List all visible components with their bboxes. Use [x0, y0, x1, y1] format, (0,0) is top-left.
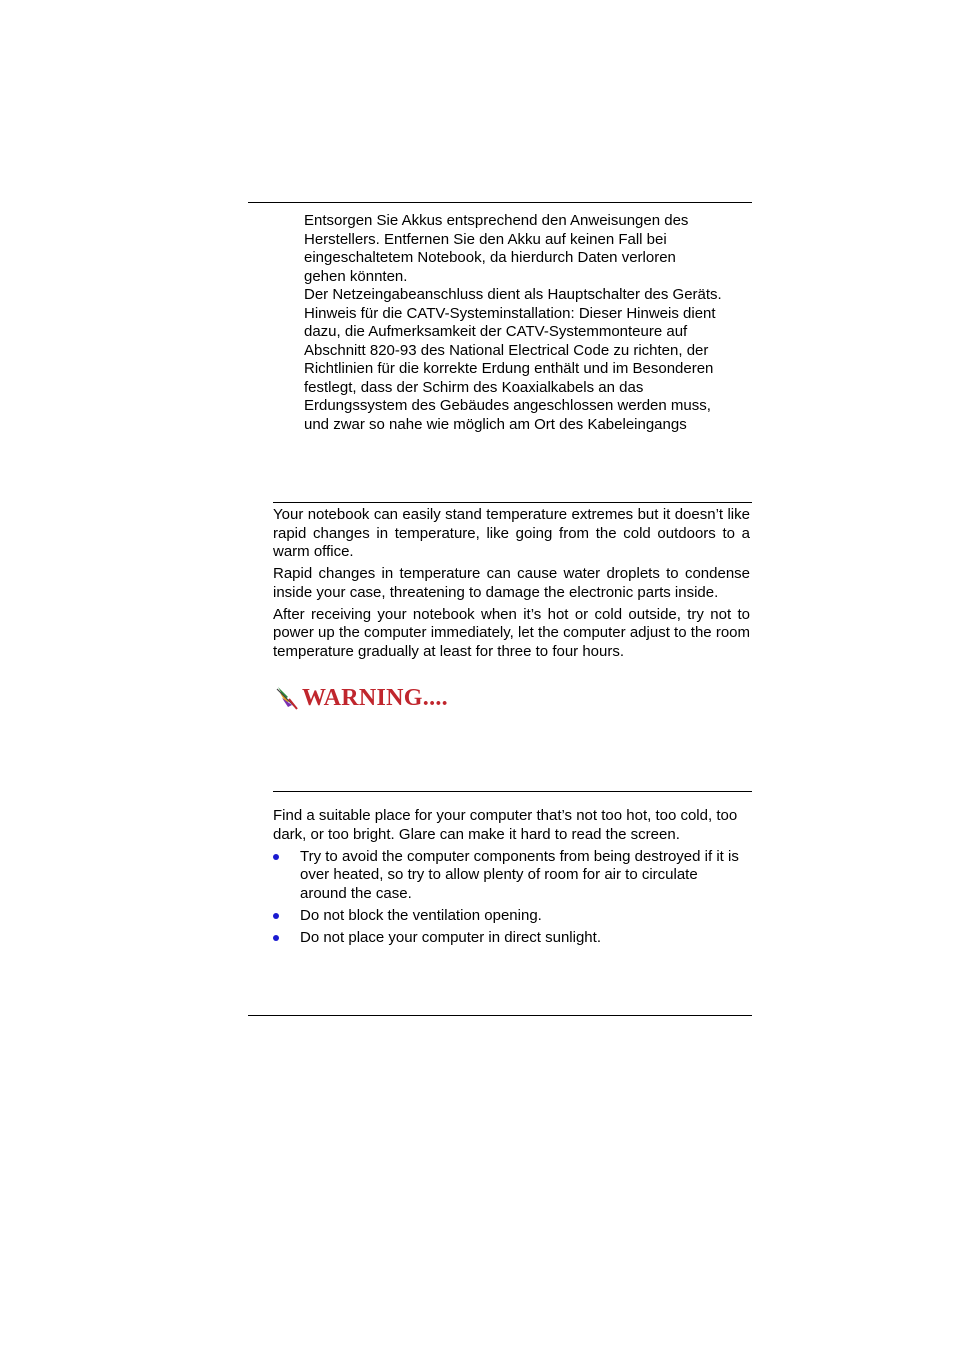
bullet-text: Try to avoid the computer components from being destroyed if it is over heated, so try to allow plenty of room for air to circulate around the case.: [300, 847, 739, 902]
bottom-rule: [248, 1015, 752, 1016]
german-line: gehen könnten.: [304, 267, 408, 285]
placement-bullet-list: [273, 848, 751, 948]
temperature-section: [273, 506, 750, 661]
german-line: festlegt, dass der Schirm des Koaxialkabels an das: [304, 378, 644, 396]
german-line: dazu, die Aufmerksamkeit der CATV-Systemmonteure auf: [304, 323, 688, 340]
bullet-dot-icon: [273, 913, 279, 919]
german-line: Entsorgen Sie Akkus entsprechend den Anweisungen des: [304, 212, 689, 229]
warning-banner: [273, 683, 473, 715]
german-line: Richtlinien für die korrekte Erdung enthält und im Besonderen: [304, 360, 714, 377]
temperature-paragraph: Your notebook can easily stand temperature extremes but it doesn’t like rapid changes in temperature, like going from the cold outdoors to a warm office.: [273, 506, 750, 560]
warning-feather-icon: [275, 685, 301, 711]
placement-section: [273, 807, 751, 951]
german-line: Der Netzeingabeanschluss dient als Hauptschalter des Geräts.: [304, 286, 722, 303]
list-item: [273, 907, 751, 926]
temperature-section-rule: [273, 502, 752, 503]
temperature-paragraph: Rapid changes in temperature can cause water droplets to condense inside your case, threatening to damage the electronic parts inside.: [273, 565, 750, 601]
german-line: eingeschaltetem Notebook, da hierdurch Daten verloren: [304, 249, 676, 266]
bullet-text: Do not place your computer in direct sunlight.: [300, 928, 601, 946]
german-line: Abschnitt 820-93 des National Electrical Code zu richten, der: [304, 341, 709, 359]
german-line: Hinweis für die CATV-Systeminstallation: Dieser Hinweis dient: [304, 304, 716, 322]
bullet-text: Do not block the ventilation opening.: [300, 906, 542, 924]
placement-section-rule: [273, 791, 752, 792]
list-item: [273, 848, 751, 904]
warning-label: WARNING....: [302, 685, 448, 711]
top-rule: [248, 202, 752, 203]
temperature-paragraph: After receiving your notebook when it’s hot or cold outside, try not to power up the computer immediately, let the computer adjust to the room temperature gradually at least for three to four hours.: [273, 605, 750, 660]
bullet-dot-icon: [273, 935, 279, 941]
bullet-dot-icon: [273, 854, 279, 860]
list-item: [273, 929, 751, 948]
german-safety-notes: [304, 212, 764, 434]
placement-intro: Find a suitable place for your computer that’s not too hot, too cold, too dark, or too bright. Glare can make it hard to read the screen.: [273, 807, 738, 843]
german-line: Herstellers. Entfernen Sie den Akku auf keinen Fall bei: [304, 230, 667, 248]
german-line: Erdungssystem des Gebäudes angeschlossen werden muss,: [304, 397, 711, 414]
german-line: und zwar so nahe wie möglich am Ort des Kabeleingangs: [304, 415, 687, 433]
